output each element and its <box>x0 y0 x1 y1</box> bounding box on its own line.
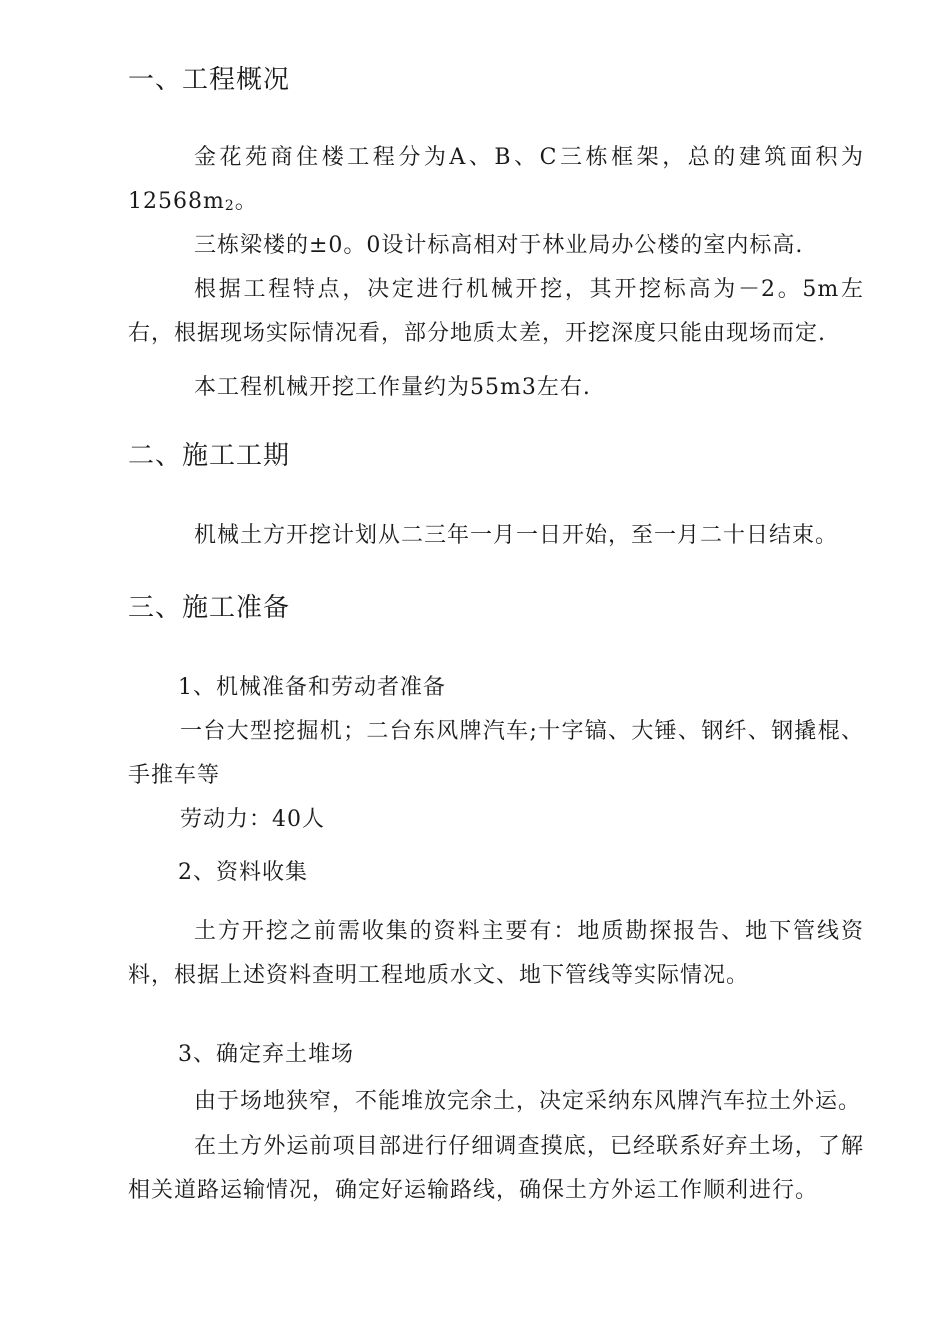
paragraph-elevation: 三栋梁楼的±0。0设计标高相对于林业局办公楼的室内标高. <box>194 233 804 258</box>
labor-count: 劳动力：40人 <box>180 807 325 832</box>
paragraph-machinery-list: 一台大型挖掘机；二台东风牌汽车;十字镐、大锤、钢纤、钢撬棍、手推车等 <box>128 719 864 788</box>
paragraph-data-collection: 土方开挖之前需收集的资料主要有：地质勘探报告、地下管线资料，根据上述资料查明工程地质水文、地下管线等实际情况。 <box>128 919 864 988</box>
paragraph-excavation-plan: 根据工程特点，决定进行机械开挖，其开挖标高为－2。5m左右，根据现场实际情况看，部分地质太差，开挖深度只能由现场而定. <box>128 277 864 346</box>
paragraph-spoil-transport: 由于场地狭窄，不能堆放完余土，决定采纳东风牌汽车拉土外运。 <box>194 1089 862 1114</box>
section-heading-overview: 一、工程概况 <box>128 65 291 95</box>
subheading-data-collection: 2、资料收集 <box>178 860 308 885</box>
paragraph-workload: 本工程机械开挖工作量约为55m3左右. <box>194 375 591 400</box>
paragraph-text: 金花苑商住楼工程分为A、B、C三栋框架，总的建筑面积为 <box>194 145 864 170</box>
section-heading-preparation: 三、施工准备 <box>128 593 291 623</box>
section-heading-schedule: 二、施工工期 <box>128 441 291 471</box>
subheading-spoil-yard: 3、确定弃土堆场 <box>178 1042 354 1067</box>
paragraph-project-overview <box>128 136 864 228</box>
subheading-machinery-labor: 1、机械准备和劳动者准备 <box>178 675 446 700</box>
paragraph-end: 。 <box>234 189 258 214</box>
paragraph-schedule: 机械土方开挖计划从二三年一月一日开始，至一月二十日结束。 <box>194 523 839 548</box>
area-unit-subscript: 2 <box>224 198 235 214</box>
area-value: 12568m <box>128 189 225 214</box>
paragraph-route-survey: 在土方外运前项目部进行仔细调查摸底，已经联系好弃土场，了解相关道路运输情况，确定好运输路线，确保土方外运工作顺利进行。 <box>128 1134 864 1203</box>
